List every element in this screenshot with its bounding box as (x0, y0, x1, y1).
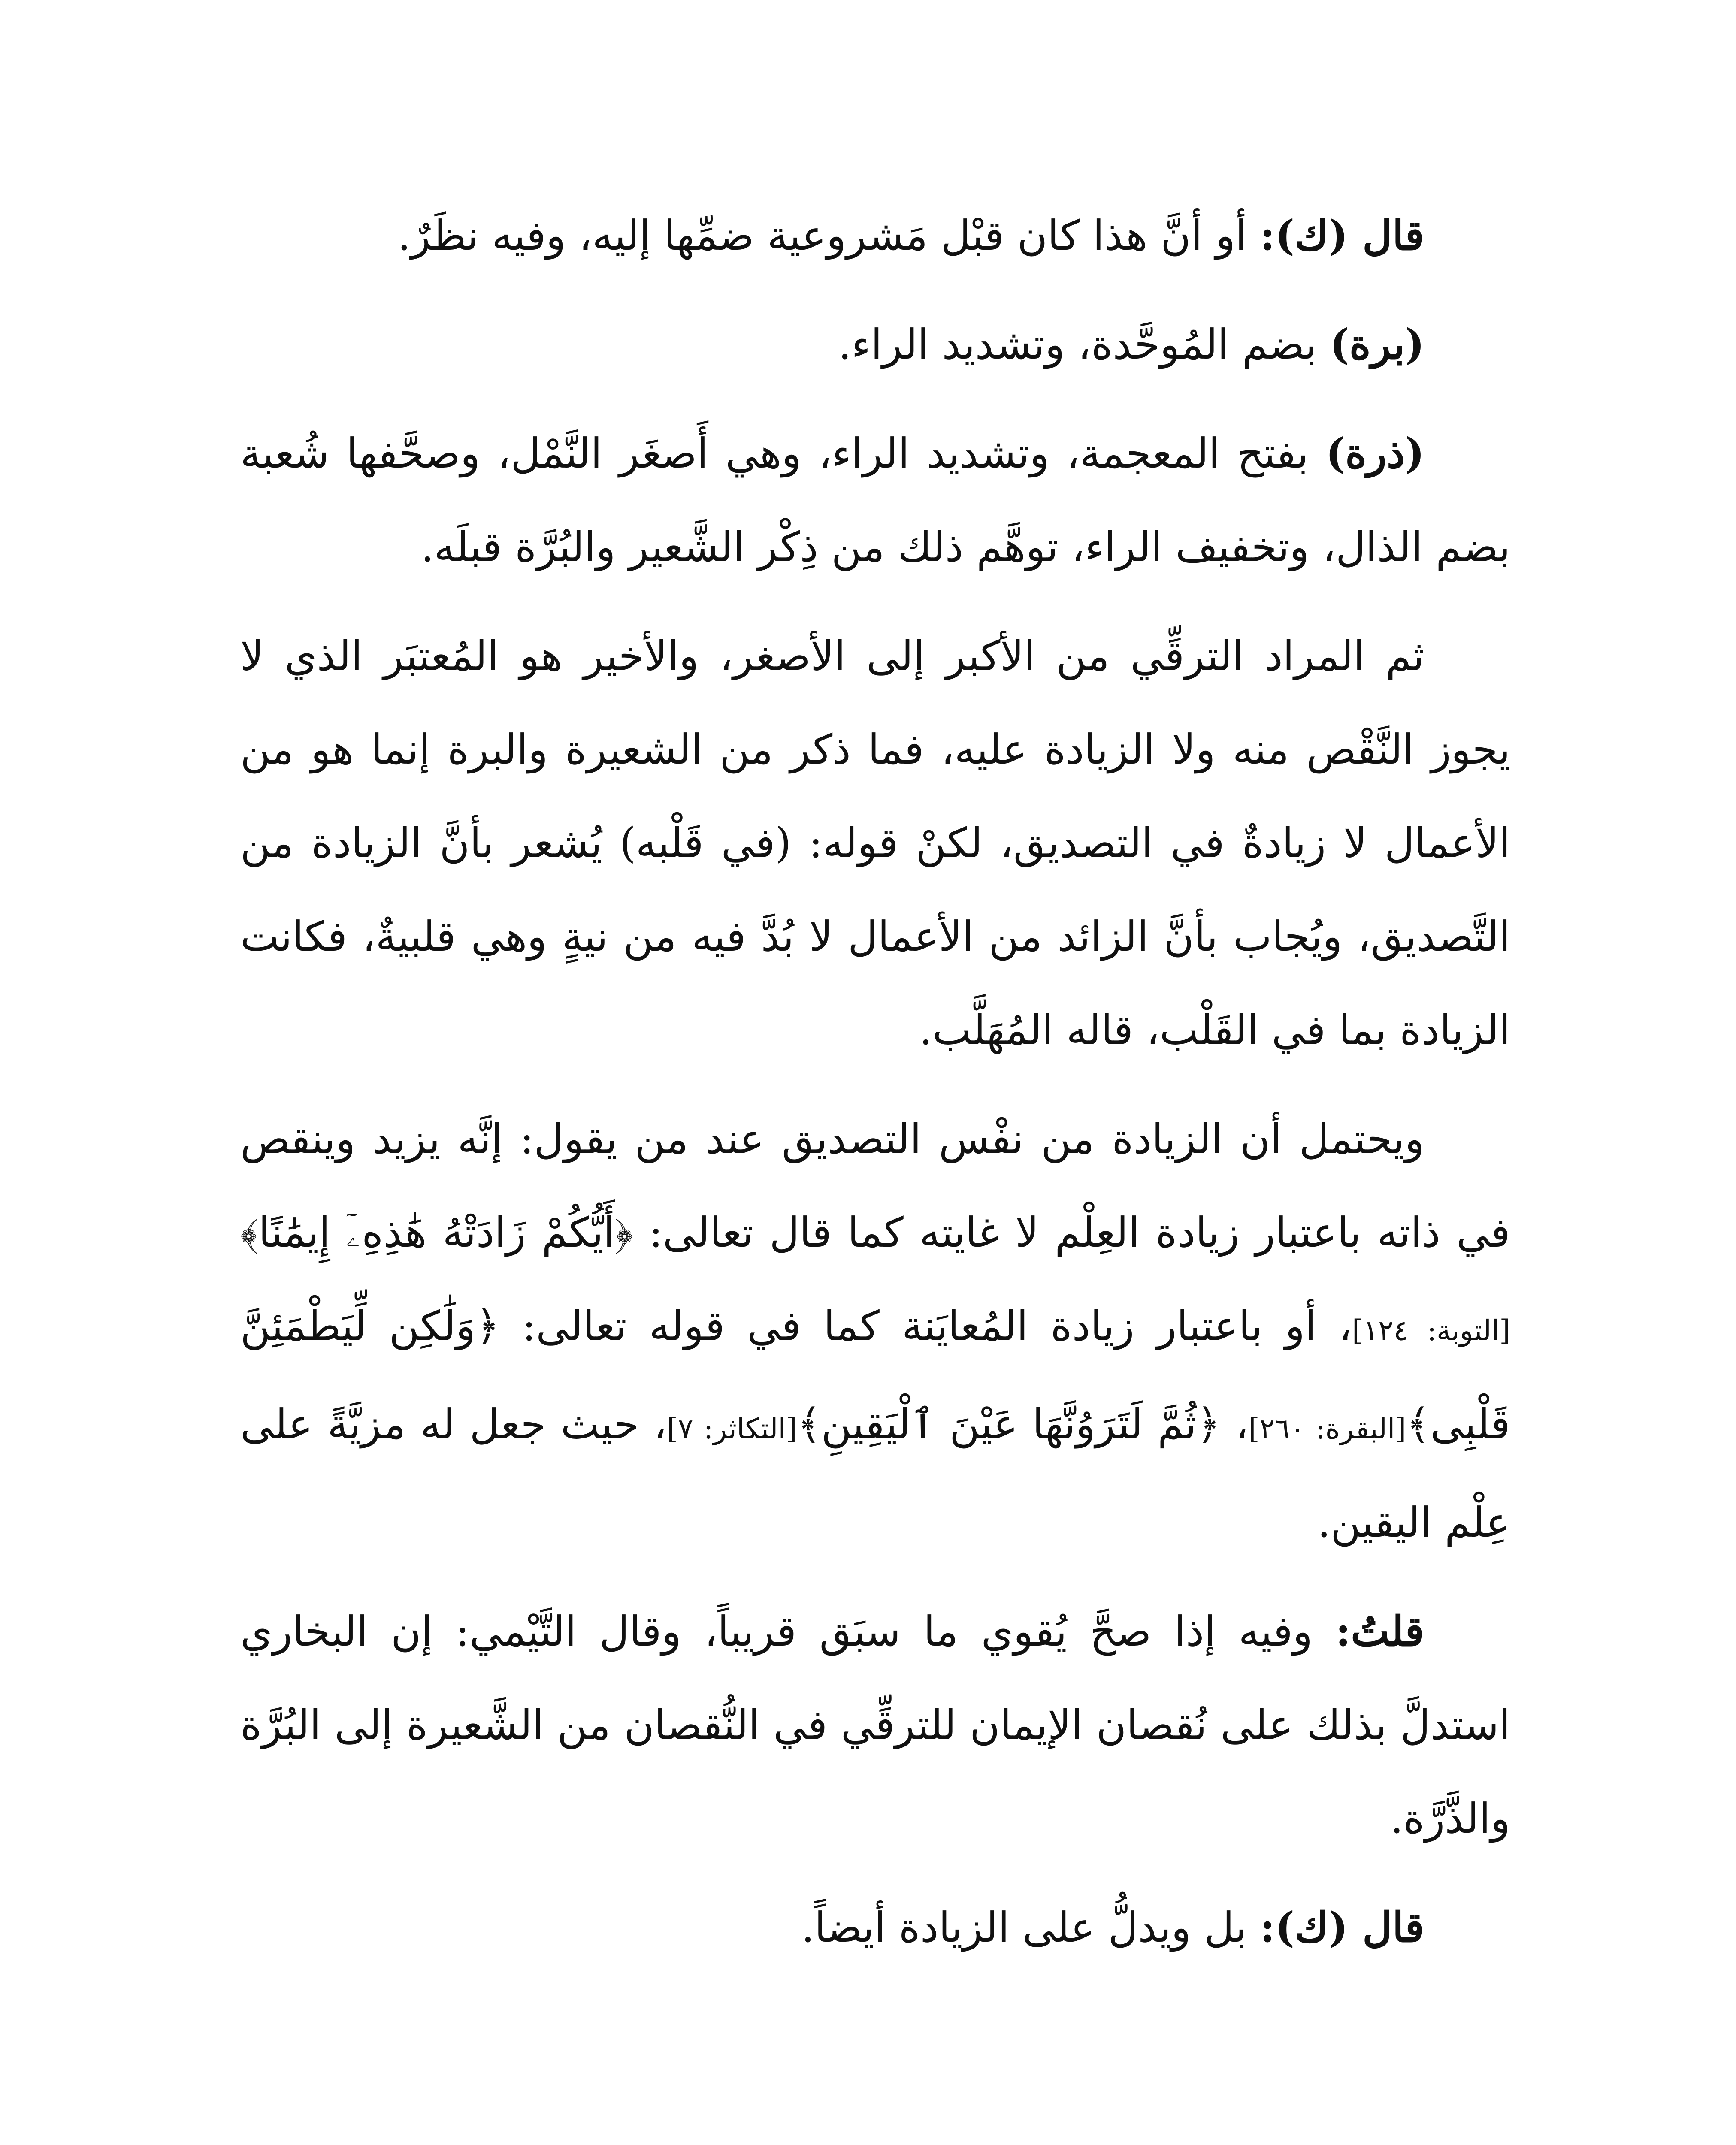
paragraph-1 (240, 189, 1510, 282)
paragraph-text: بفتح المعجمة، وتشديد الراء، وهي أَصغَر النَّمْل، وصحَّفها شُعبة بضم الذال، وتخفيف الراء، توهَّم ذلك من ذِكْر الشَّعير والبُرَّة قبلَه. (240, 429, 1510, 571)
speaker-lead: قال (ك): (1260, 211, 1424, 260)
quran-verse: ﴿وَلَٰكِن لِّيَطْمَئِنَّ قَلْبِى﴾ (240, 1302, 1511, 1448)
speaker-lead: قلتُ: (1335, 1607, 1424, 1656)
paragraph-text: أو أنَّ هذا كان قبْل مَشروعية ضمِّها إليه، وفيه نظَرٌ. (397, 211, 1260, 260)
quran-verse: ﴿ثُمَّ لَتَرَوُنَّهَا عَيْنَ ٱلْيَقِينِ﴾ (797, 1400, 1221, 1448)
paragraph-4 (240, 609, 1510, 1077)
term-lead: (ذرة) (1325, 429, 1424, 477)
verse-reference: [التوبة: ١٢٤] (1352, 1314, 1511, 1347)
paragraph-2 (240, 298, 1510, 391)
paragraph-text: ، حيث جعل له مزيَّةً على عِلْم اليقين. (240, 1400, 1510, 1547)
term-lead: (برة) (1330, 320, 1424, 369)
verse-reference: [التكاثر: ٧] (667, 1412, 797, 1445)
verse-reference: [البقرة: ٢٦٠] (1248, 1412, 1406, 1445)
paragraph-text: ثم المراد الترقِّي من الأكبر إلى الأصغر، والأخير هو المُعتبَر الذي لا يجوز النَّقْص منه ولا الزيادة عليه، فما ذكر من الشعيرة والبرة إنما هو من الأعمال لا زيادةٌ في التصديق، لكنْ قوله: (في قَلْبه) يُشعر بأنَّ الزيادة من التَّصديق، ويُجاب بأنَّ الزائد من الأعمال لا بُدَّ فيه من نيةٍ وهي قلبيةٌ، فكانت الزيادة بما في القَلْب، قاله المُهَلَّب. (240, 632, 1510, 1054)
paragraph-text: بضم المُوحَّدة، وتشديد الراء. (838, 320, 1330, 369)
quran-verse: ﴿أَيُّكُمْ زَادَتْهُ هَٰذِهِۦٓ إِيمَٰنًا﴾ (240, 1208, 633, 1257)
paragraph-7 (240, 1881, 1510, 1974)
paragraph-6 (240, 1585, 1510, 1865)
page-body (240, 189, 1510, 1974)
paragraph-5 (240, 1092, 1510, 1569)
speaker-lead: قال (ك): (1260, 1903, 1424, 1952)
paragraph-text: وفيه إذا صحَّ يُقوي ما سبَق قريباً، وقال التَّيْمي: إن البخاري استدلَّ بذلك على نُقصان الإيمان للترقِّي في النُّقصان من الشَّعيرة إلى البُرَّة والذَّرَّة. (240, 1607, 1511, 1843)
paragraph-text: ويحتمل أن الزيادة من نفْس التصديق عند من يقول: إنَّه يزيد وينقص في ذاته باعتبار زيادة العِلْم لا غايته كما قال تعالى: (240, 1115, 1510, 1257)
paragraph-text: بل ويدلُّ على الزيادة أيضاً. (801, 1903, 1260, 1952)
paragraph-text: ، (1220, 1400, 1249, 1448)
paragraph-3 (240, 407, 1510, 594)
paragraph-text: ، أو باعتبار زيادة المُعايَنة كما في قوله تعالى: (499, 1302, 1352, 1350)
